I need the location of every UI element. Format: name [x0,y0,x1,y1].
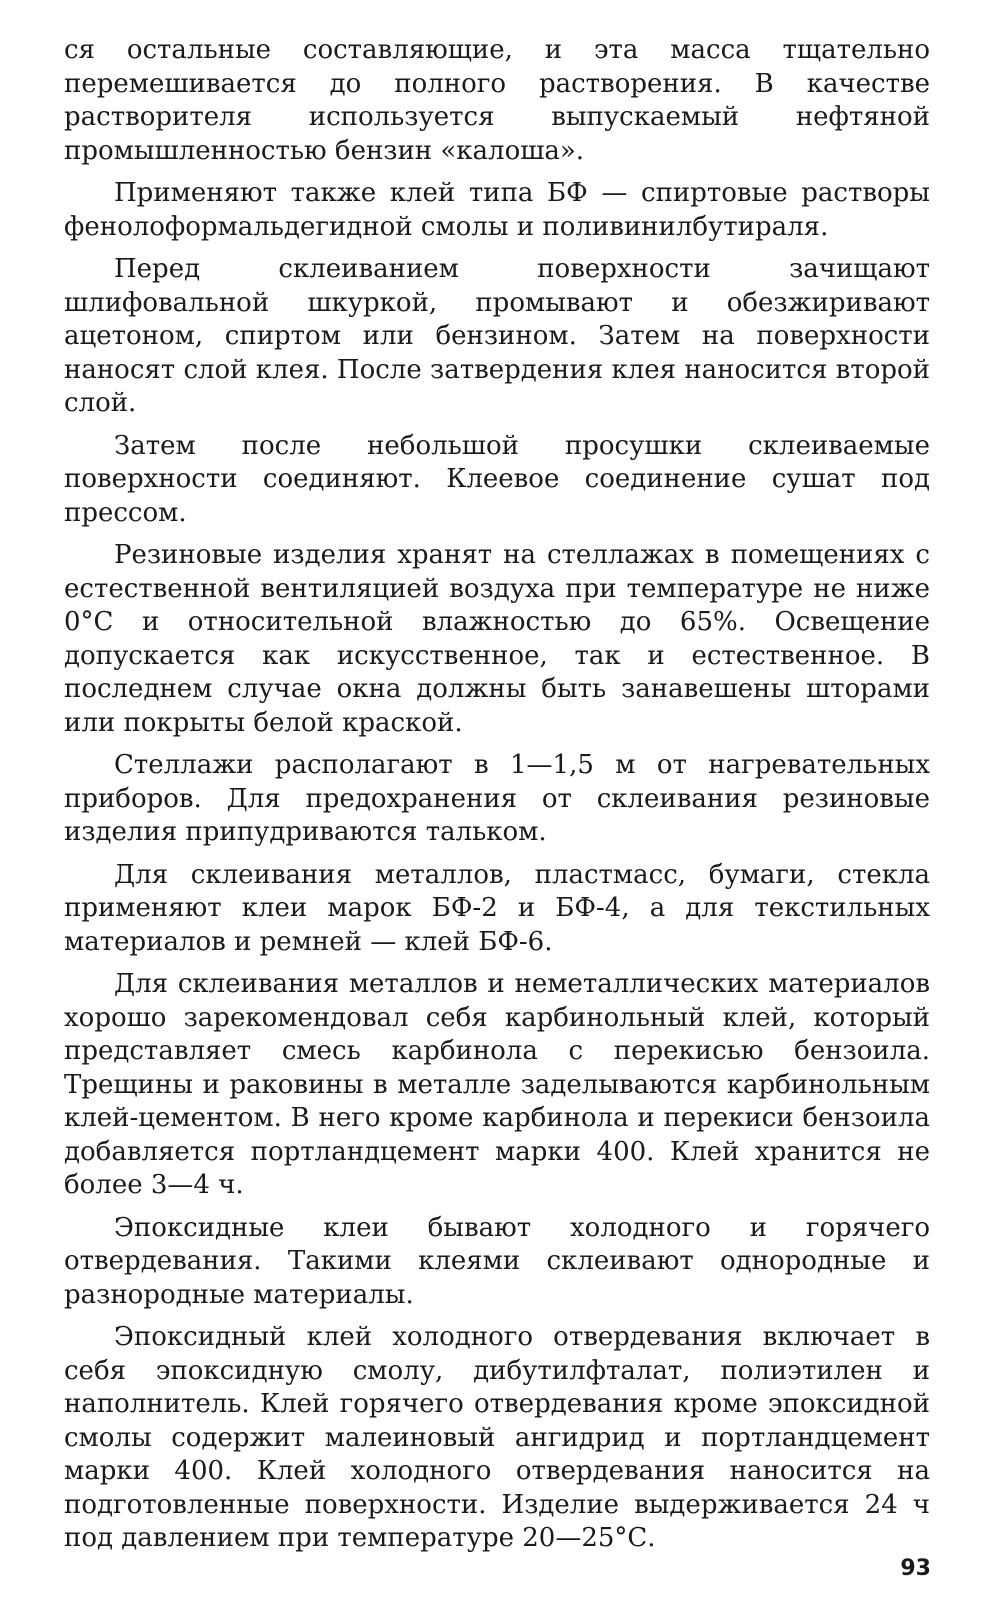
paragraph-surface-prep: Перед склеиванием поверхности зачищают шлифовальной шкуркой, промывают и обезжиривают ацетоном, спиртом или бензином. Затем на поверхности наносят слой клея. После затвердения клея наносится второй слой. [64,254,930,418]
paragraph-bf-grades: Для склеивания металлов, пластмасс, бумаги, стекла применяют клеи марок БФ-2 и БФ-4, а для текстильных материалов и ремней — клей БФ-6. [64,859,930,957]
paragraph-continuation: ся остальные составляющие, и эта масса тщательно перемешивается до полного растворения. В качестве растворителя используется выпускаемый нефтяной промышленностью бензин «калоша». [64,35,930,166]
paragraph-shelves: Стеллажи располагают в 1—1,5 м от нагревательных приборов. Для предохранения от склеивания резиновые изделия припудриваются тальком. [64,750,930,847]
paragraph-epoxy-types: Эпоксидные клеи бывают холодного и горячего отвердевания. Такими клеями склеивают однородные и разнородные материалы. [64,1212,930,1310]
paragraph-carbinol-glue: Для склеивания металлов и неметаллических материалов хорошо зарекомендовал себя карбинольный клей, который представляет смесь карбинола с перекисью бензоила. Трещины и раковины в металле заделываются карбинольным клей-цементом. В него кроме карбинола и перекиси бензоила добавляется портландцемент марки 400. Клей хранится не более 3—4 ч. [64,969,930,1200]
paragraph-epoxy-cold: Эпоксидный клей холодного отвердевания включает в себя эпоксидную смолу, дибутилфталат, полиэтилен и наполнитель. Клей горячего отвердевания кроме эпоксидной смолы содержит малеиновый ангидрид и портландцемент марки 400. Клей холодного отвердевания наносится на подготовленные поверхности. Изделие выдерживается 24 ч под давлением при температуре 20—25°С. [64,1322,930,1553]
page-number: 93 [900,1556,931,1581]
paragraph-rubber-storage: Резиновые изделия хранят на стеллажах в помещениях с естественной вентиляцией воздуха при температуре не ниже 0°С и относительной влажностью до 65%. Освещение допускается как искусственное, так и естественное. В последнем случае окна должны быть занавешены шторами или покрыты белой краской. [64,540,930,738]
paragraph-drying: Затем после небольшой просушки склеиваемые поверхности соединяют. Клеевое соединение сушат под прессом. [64,430,930,528]
page-body [64,34,930,1565]
paragraph-bf-glue: Применяют также клей типа БФ — спиртовые растворы фенолоформальдегидной смолы и поливинилбутираля. [64,178,930,242]
